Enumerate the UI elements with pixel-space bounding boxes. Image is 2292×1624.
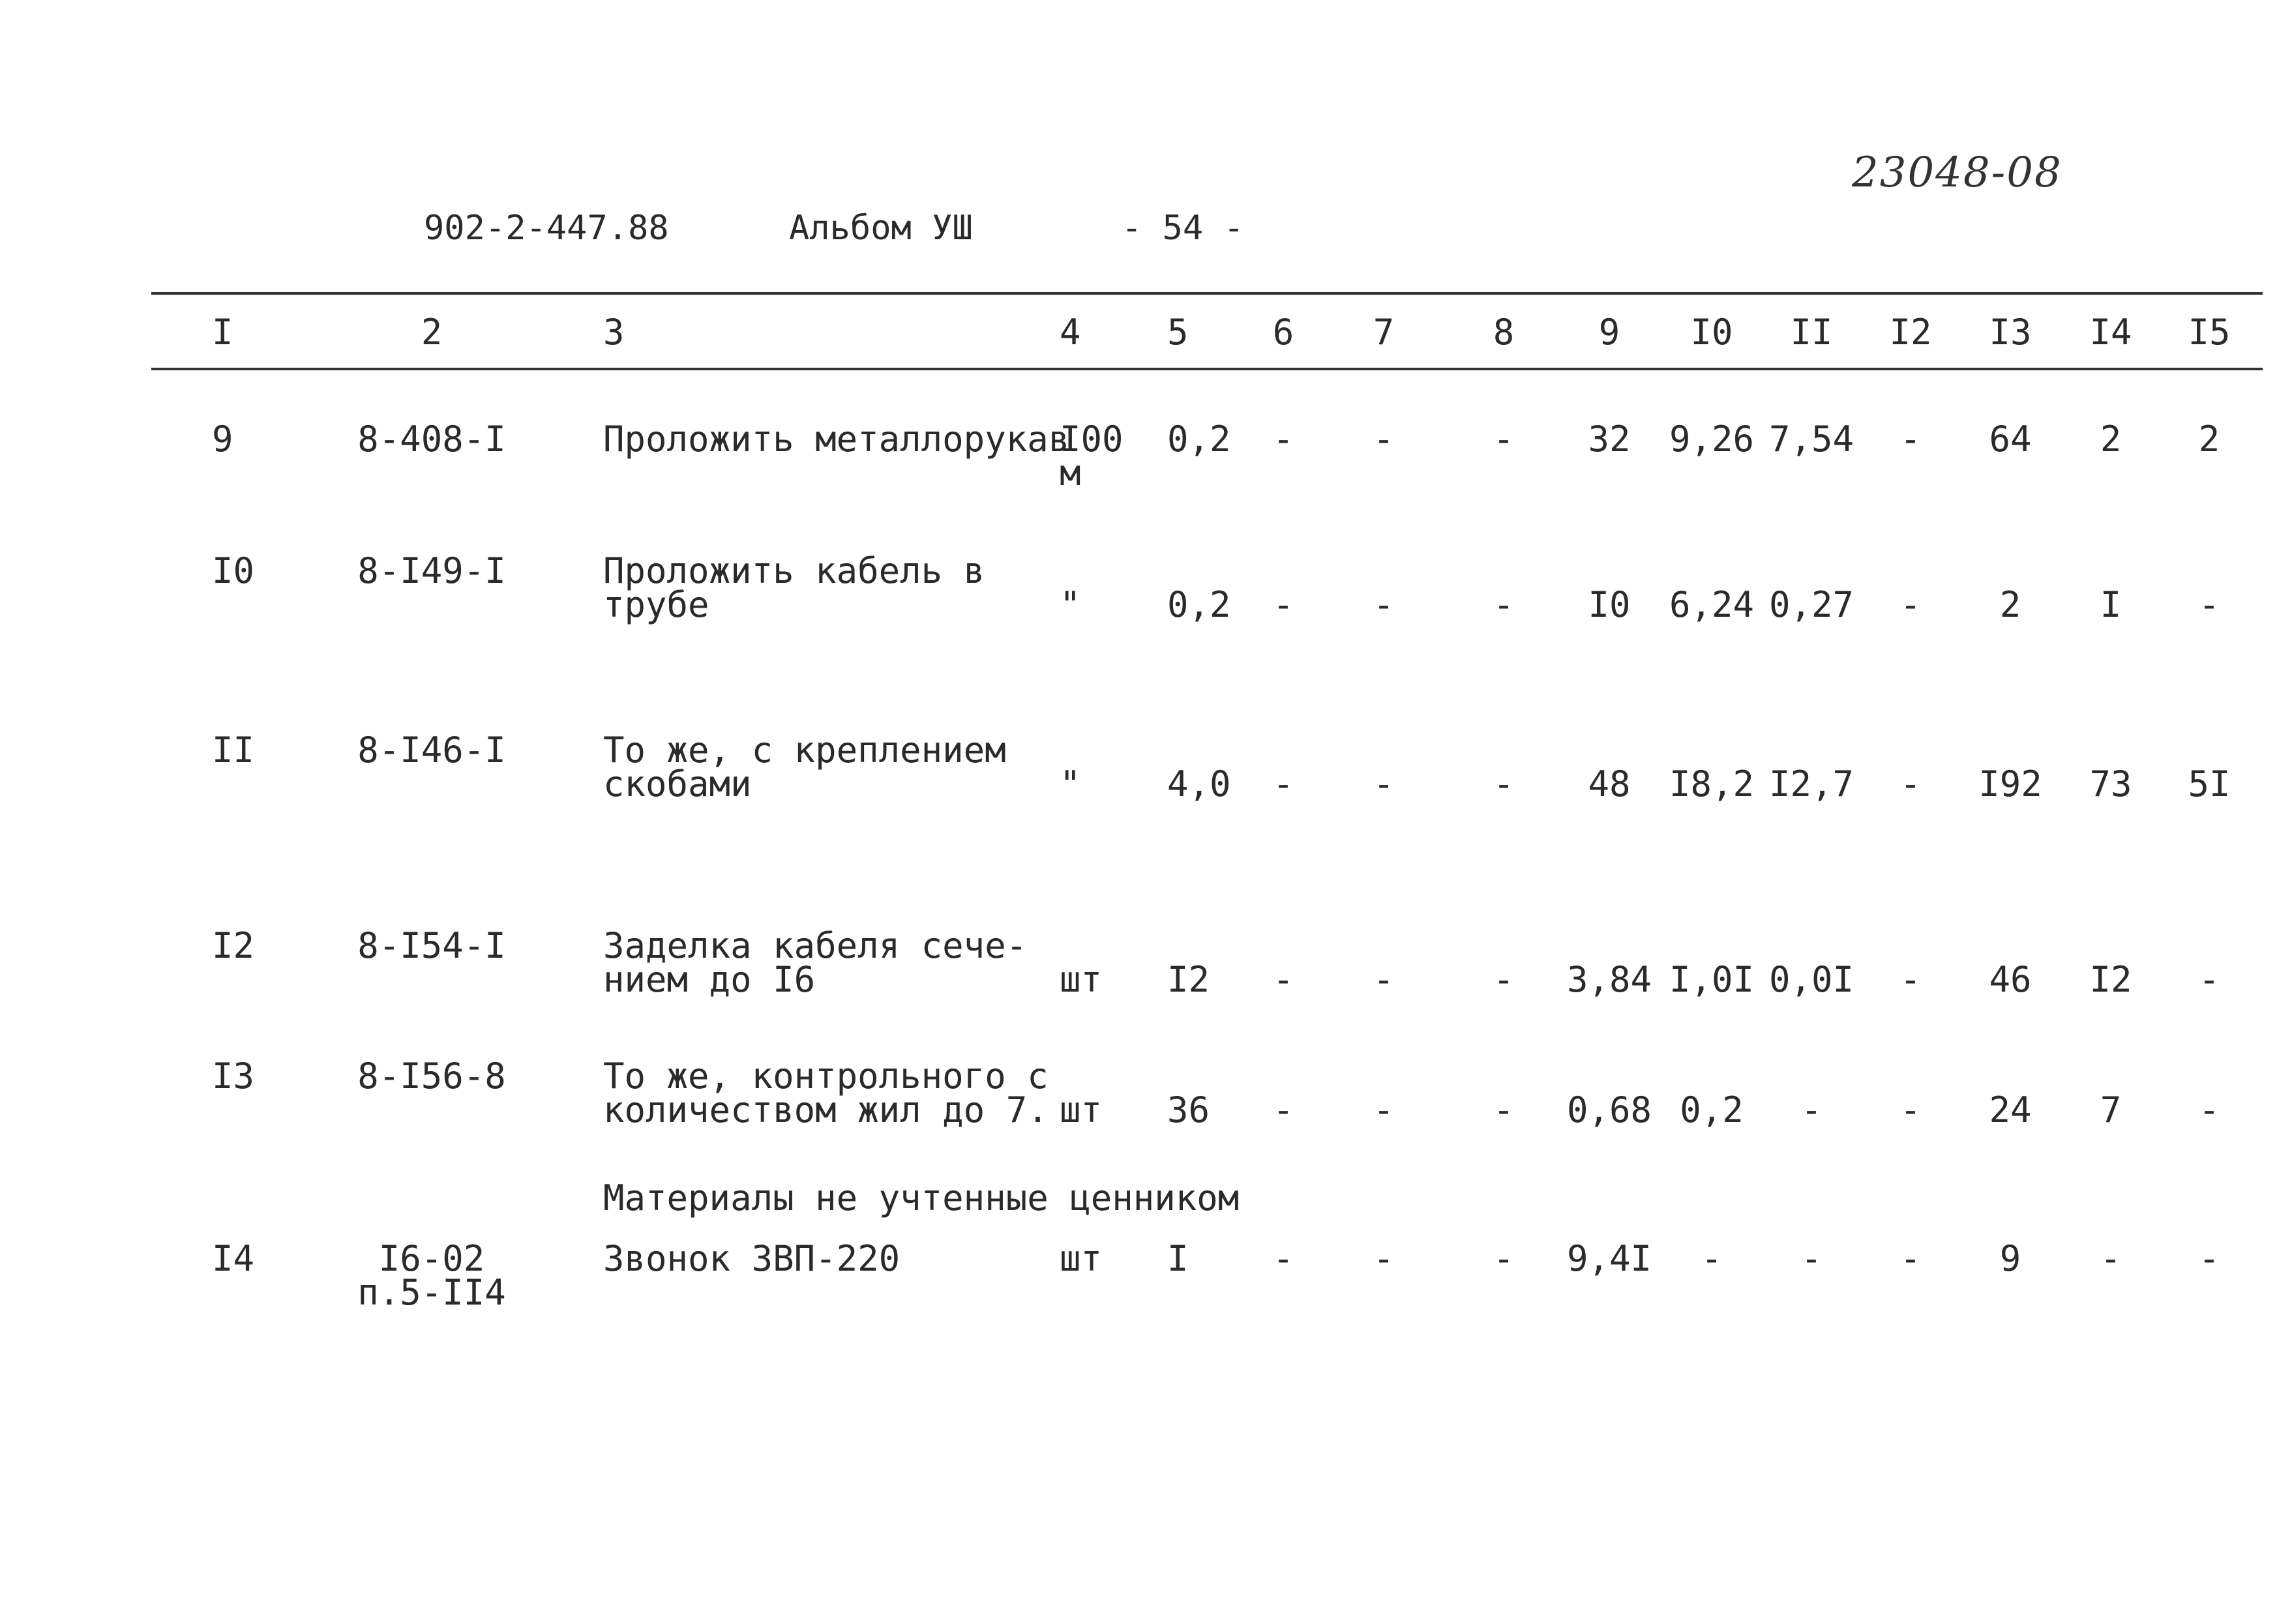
column-header-4: 4 <box>1060 312 1081 353</box>
norm-code: I6-02 п.5-II4 <box>357 1238 506 1313</box>
page-number: - 54 - <box>1122 209 1244 248</box>
quantity: 4,0 <box>1167 763 1231 805</box>
col-11: 7,54 <box>1768 419 1854 460</box>
column-header-7: 7 <box>1373 312 1395 353</box>
section-note: Материалы не учтенные ценником <box>603 1177 1240 1218</box>
col-7: - <box>1373 419 1395 460</box>
row-number: I4 <box>212 1238 255 1279</box>
document-code: 902-2-447.88 <box>424 209 669 248</box>
col-6: - <box>1272 1238 1294 1279</box>
col-14: I <box>2100 584 2122 625</box>
col-9: 9,4I <box>1566 1238 1652 1279</box>
col-8: - <box>1493 1238 1515 1279</box>
col-6: - <box>1272 959 1294 1000</box>
row-number: I3 <box>212 1056 255 1097</box>
column-header-12: I2 <box>1889 312 1932 353</box>
col-13: I92 <box>1978 763 2042 805</box>
col-10: I8,2 <box>1669 763 1755 805</box>
unit: " <box>1060 584 1081 625</box>
column-header-10: I0 <box>1690 312 1733 353</box>
col-14: I2 <box>2089 959 2132 1000</box>
unit: шт <box>1060 959 1103 1000</box>
col-12: - <box>1899 584 1922 625</box>
col-15: 5I <box>2188 763 2231 805</box>
quantity: 0,2 <box>1167 419 1231 460</box>
album-label: Альбом УШ <box>789 209 973 248</box>
col-13: 46 <box>1989 959 2032 1000</box>
column-header-11: II <box>1790 312 1833 353</box>
column-header-3: 3 <box>603 312 625 353</box>
norm-code: 8-408-I <box>357 419 506 460</box>
column-header-5: 5 <box>1167 312 1189 353</box>
column-header-14: I4 <box>2089 312 2132 353</box>
quantity: 0,2 <box>1167 584 1231 625</box>
col-8: - <box>1493 763 1515 805</box>
col-13: 2 <box>1999 584 2021 625</box>
col-15: 2 <box>2198 419 2220 460</box>
col-14: 73 <box>2089 763 2132 805</box>
column-header-1: I <box>212 312 233 353</box>
col-11: 0,0I <box>1768 959 1854 1000</box>
col-12: - <box>1899 1089 1922 1130</box>
col-14: 7 <box>2100 1089 2122 1130</box>
col-12: - <box>1899 419 1922 460</box>
col-8: - <box>1493 959 1515 1000</box>
col-10: 0,2 <box>1680 1089 1744 1130</box>
col-9: 32 <box>1588 419 1631 460</box>
work-description: Звонок ЗВП-220 <box>603 1238 900 1279</box>
unit: шт <box>1060 1238 1103 1279</box>
col-6: - <box>1272 419 1294 460</box>
quantity: I <box>1167 1238 1189 1279</box>
col-9: 0,68 <box>1566 1089 1652 1130</box>
col-6: - <box>1272 584 1294 625</box>
column-header-2: 2 <box>421 312 443 353</box>
col-14: 2 <box>2100 419 2122 460</box>
table-top-rule <box>151 292 2263 295</box>
col-13: 64 <box>1989 419 2032 460</box>
col-12: - <box>1899 959 1922 1000</box>
work-description: Проложить кабель в трубе <box>603 550 985 625</box>
col-15: - <box>2198 959 2220 1000</box>
col-8: - <box>1493 584 1515 625</box>
row-number: 9 <box>212 419 233 460</box>
col-15: - <box>2198 584 2220 625</box>
col-7: - <box>1373 763 1395 805</box>
col-10: 6,24 <box>1669 584 1755 625</box>
col-11: - <box>1800 1089 1823 1130</box>
col-10: I,0I <box>1669 959 1755 1000</box>
work-description: Заделка кабеля сече- нием до I6 <box>603 925 1028 1000</box>
unit: " <box>1060 763 1081 805</box>
row-number: I0 <box>212 550 255 591</box>
row-number: II <box>212 730 255 771</box>
unit: I00 м <box>1060 419 1124 494</box>
col-10: - <box>1701 1238 1723 1279</box>
col-8: - <box>1493 419 1515 460</box>
col-11: - <box>1800 1238 1823 1279</box>
work-description: То же, с креплением скобами <box>603 730 1006 805</box>
norm-code: 8-I49-I <box>357 550 506 591</box>
work-description: Проложить металлорукав <box>603 419 1070 460</box>
column-header-13: I3 <box>1989 312 2032 353</box>
column-header-8: 8 <box>1493 312 1515 353</box>
col-6: - <box>1272 1089 1294 1130</box>
norm-code: 8-I54-I <box>357 925 506 966</box>
col-14: - <box>2100 1238 2122 1279</box>
handwritten-stamp: 23048-08 <box>1852 149 2062 197</box>
col-11: I2,7 <box>1768 763 1854 805</box>
column-header-6: 6 <box>1272 312 1294 353</box>
row-number: I2 <box>212 925 255 966</box>
col-7: - <box>1373 584 1395 625</box>
col-7: - <box>1373 1238 1395 1279</box>
col-7: - <box>1373 1089 1395 1130</box>
col-9: 3,84 <box>1566 959 1652 1000</box>
col-13: 24 <box>1989 1089 2032 1130</box>
quantity: 36 <box>1167 1089 1210 1130</box>
col-11: 0,27 <box>1768 584 1854 625</box>
col-15: - <box>2198 1089 2220 1130</box>
col-13: 9 <box>1999 1238 2021 1279</box>
col-12: - <box>1899 763 1922 805</box>
col-6: - <box>1272 763 1294 805</box>
unit: шт <box>1060 1089 1103 1130</box>
col-10: 9,26 <box>1669 419 1755 460</box>
norm-code: 8-I46-I <box>357 730 506 771</box>
quantity: I2 <box>1167 959 1210 1000</box>
column-header-15: I5 <box>2188 312 2231 353</box>
col-15: - <box>2198 1238 2220 1279</box>
col-9: I0 <box>1588 584 1631 625</box>
norm-code: 8-I56-8 <box>357 1056 506 1097</box>
column-header-9: 9 <box>1598 312 1620 353</box>
col-9: 48 <box>1588 763 1631 805</box>
col-12: - <box>1899 1238 1922 1279</box>
work-description: То же, контрольного с количеством жил до 7. <box>603 1056 1049 1130</box>
col-7: - <box>1373 959 1395 1000</box>
table-header-rule <box>151 368 2263 370</box>
col-8: - <box>1493 1089 1515 1130</box>
